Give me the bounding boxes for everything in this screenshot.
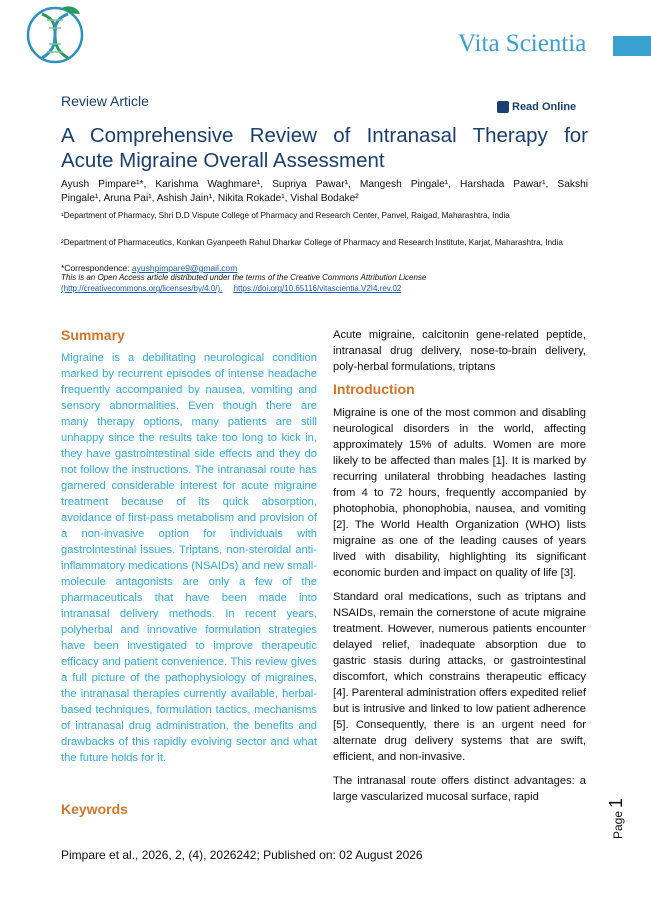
title-line-1: A Comprehensive Review of Intranasal Therapy for xyxy=(61,124,588,147)
affiliation-1: ¹Department of Pharmacy, Shri D.D Vispute College of Pharmacy and Research Center, Panvel, Raigad, Maharashtra, India xyxy=(61,211,510,220)
intro-paragraph-2: Standard oral medications, such as triptans and NSAIDs, remain the cornerstone of acute migraine treatment. However, numerous patients encounter delayed relief, inadequate absorption due to gastric stasis during attacks, or gastrointestinal discomfort, which constrains therapeutic efficacy [4]. Parenteral administration offers expedited relief but is intrusive and linked to low patient adherence [5]. Consequently, there is an urgent need for alternate drug delivery systems that are swift, efficient, and non-invasive. xyxy=(333,591,586,763)
page-number-label xyxy=(606,791,630,841)
keywords-text: Acute migraine, calcitonin gene-related peptide, intranasal drug delivery, nose-to-brain delivery, poly-herbal formulations, triptans xyxy=(333,329,586,373)
dna-logo-icon xyxy=(22,2,88,66)
introduction-heading: Introduction xyxy=(333,381,415,397)
correspondence-email[interactable]: ayushpimpare9@gmail.com xyxy=(131,263,238,273)
read-online-link[interactable] xyxy=(497,101,576,113)
introduction-body xyxy=(333,405,586,813)
journal-logo xyxy=(22,2,88,66)
summary-heading: Summary xyxy=(61,327,125,343)
title-line-2: Acute Migraine Overall Assessment xyxy=(61,149,385,172)
correspondence-label: *Correspondence: xyxy=(61,263,130,273)
license-text: This is an Open Access article distributed under the terms of the Creative Commons Attribution License xyxy=(61,273,427,282)
authors-line-2: Pingale¹, Aruna Pai¹, Ashish Jain¹, Nikita Rokade¹, Vishal Bodake² xyxy=(61,193,359,204)
journal-accent-bar xyxy=(613,36,651,56)
doi-link[interactable]: https://doi.org/10.65116/vitascientia.V2I4.rev.02 xyxy=(233,284,402,293)
journal-name: Vita Scientia xyxy=(458,30,587,57)
page-number: 1 xyxy=(606,797,626,808)
footer-citation: Pimpare et al., 2026, 2, (4), 2026242; Published on: 02 August 2026 xyxy=(61,848,423,862)
license-links xyxy=(61,284,588,293)
read-online-icon xyxy=(497,101,509,113)
intro-paragraph-1: Migraine is one of the most common and disabling neurological disorders in the world, affecting approximately 15% of adults. Women are more likely to be affected than males [1]. It is marked by recurring unilateral throbbing headaches lasting from 4 to 72 hours, frequently accompanied by photophobia, phonophobia, nausea, and vomiting [2]. The World Health Organization (WHO) lists migraine as one of the leading causes of years lived with disability, highlighting its significant economic burden and impact on quality of life [3]. xyxy=(333,407,586,579)
page-label-text: Page xyxy=(611,810,625,839)
summary-text: Migraine is a debilitating neurological condition marked by recurrent episodes of intense headache frequently accompanied by nausea, vomiting and sensory abnormalities. Even though there are many therapy options, many patients are still unhappy since the results take too long to kick in, they have gastrointestinal side effects and they do not follow the instructions. The intranasal route has garnered considerable interest for acute migraine treatment because of its quick absorption, avoidance of first-pass metabolism and provision of a non-invasive option for individuals with gastrointestinal issues. Triptans, non-steroidal anti-inflammatory medications (NSAIDs) and new small-molecule antagonists are only a few of the pharmaceuticals that have been made into intranasal delivery methods. In recent years, polyherbal and innovative formulation strategies have been investigated to improve therapeutic efficacy and patient convenience. This review gives a full picture of the pathophysiology of migraines, the intranasal therapies currently available, herbal-based techniques, formulation tactics, mechanisms of intranasal drug administration, the benefits and drawbacks of this rapidly evolving sector and what the future holds for it. xyxy=(61,352,317,764)
keywords-heading: Keywords xyxy=(61,801,128,817)
affiliation-2: ²Department of Pharmaceutics, Konkan Gyanpeeth Rahul Dharkar College of Pharmacy and Research Institute, Karjat, Maharashtra, India xyxy=(61,238,563,247)
article-title xyxy=(61,123,588,173)
article-type: Review Article xyxy=(61,93,149,109)
read-online-label: Read Online xyxy=(512,101,577,113)
authors-line-1: Ayush Pimpare¹*, Karishma Waghmare¹, Supriya Pawar¹, Mangesh Pingale¹, Harshada Pawar¹, Sakshi xyxy=(61,179,588,190)
license-url-link[interactable]: (http://creativecommons.org/licenses/by/4.0/). xyxy=(61,284,223,293)
author-list xyxy=(61,178,588,206)
intro-paragraph-3: The intranasal route offers distinct advantages: a large vascularized mucosal surface, rapid xyxy=(333,775,586,803)
